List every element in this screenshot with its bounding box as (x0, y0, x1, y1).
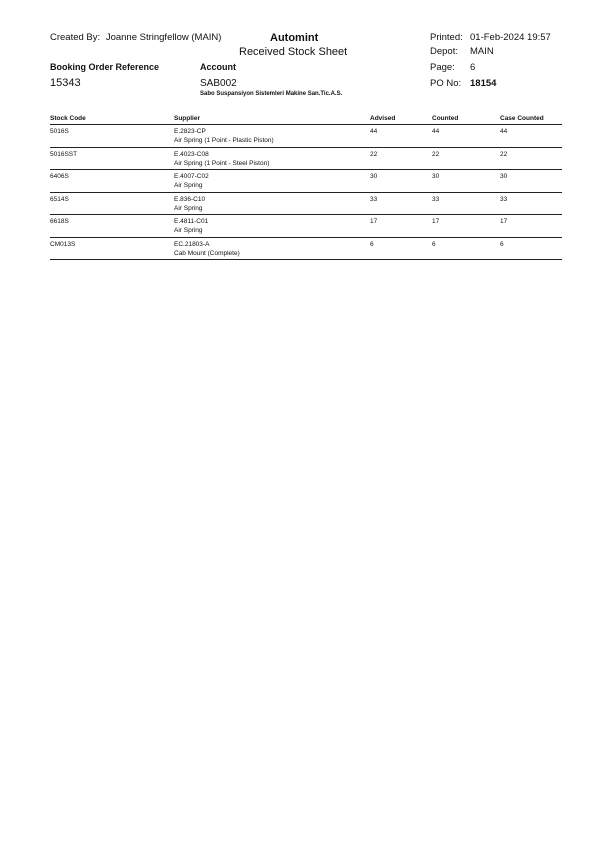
created-by-label: Created By: (50, 32, 101, 43)
stock-table (50, 113, 562, 260)
counted-qty: 44 (432, 128, 440, 135)
case-counted-qty: 17 (500, 218, 508, 225)
page-label: Page: (430, 62, 455, 73)
item-description: Cab Mount (Complete) (174, 249, 240, 257)
advised-qty: 22 (370, 150, 378, 158)
table-header (50, 113, 562, 125)
counted-qty: 22 (432, 150, 440, 158)
table-row (50, 238, 562, 261)
stock-code: 5016S (50, 128, 69, 135)
item-description: Air Spring (1 Point - Plastic Piston) (174, 137, 274, 144)
booking-ref-value: 15343 (50, 77, 81, 89)
advised-qty: 30 (370, 173, 378, 180)
table-row (50, 148, 562, 171)
advised-qty: 33 (370, 195, 378, 203)
case-counted-qty: 33 (500, 195, 508, 203)
case-counted-qty: 22 (500, 150, 508, 158)
supplier-code: E.2823-CP (174, 128, 206, 135)
depot-value: MAIN (470, 46, 494, 57)
printed-label: Printed: (430, 32, 463, 43)
col-stock-code: Stock Code (50, 115, 86, 122)
case-counted-qty: 6 (500, 240, 504, 248)
item-description: Air Spring (174, 204, 203, 212)
item-description: Air Spring (1 Point - Steel Piston) (174, 159, 270, 167)
supplier-code: E.4811-C01 (174, 218, 209, 225)
stock-code: CM013S (50, 240, 76, 248)
po-label: PO No: (430, 78, 462, 89)
col-case-counted: Case Counted (500, 115, 544, 122)
stock-code: 6514S (50, 195, 69, 203)
account-label: Account (200, 62, 236, 72)
item-description: Air Spring (174, 182, 203, 189)
page-title: Received Stock Sheet (239, 46, 348, 58)
case-counted-qty: 30 (500, 173, 508, 180)
stock-code: 6618S (50, 218, 69, 225)
item-description: Air Spring (174, 227, 203, 234)
supplier-code: E.836-C10 (174, 195, 206, 203)
printed-value: 01-Feb-2024 19:57 (470, 32, 551, 43)
depot-label: Depot: (430, 46, 458, 57)
counted-qty: 30 (432, 173, 440, 180)
table-row (50, 125, 562, 148)
advised-qty: 17 (370, 218, 378, 225)
col-supplier: Supplier (174, 115, 201, 122)
account-code: SAB002 (200, 78, 237, 89)
col-counted: Counted (432, 115, 459, 122)
case-counted-qty: 44 (500, 128, 508, 135)
table-row (50, 170, 562, 193)
page-number: 6 (470, 62, 476, 73)
company-name: Automint (270, 32, 319, 44)
advised-qty: 44 (370, 128, 378, 135)
created-by (50, 32, 221, 43)
table-row (50, 193, 562, 216)
col-advised: Advised (370, 115, 396, 122)
created-by-value: Joanne Stringfellow (MAIN) (105, 32, 222, 43)
booking-ref-label: Booking Order Reference (50, 62, 160, 72)
supplier-code: E.4007-C02 (174, 173, 209, 180)
counted-qty: 17 (432, 218, 440, 225)
stock-code: 6406S (50, 173, 69, 180)
account-name: Sabo Suspansiyon Sistemleri Makine San.Tic.A.S. (200, 91, 343, 97)
po-number: 18154 (470, 78, 497, 89)
counted-qty: 6 (432, 240, 436, 248)
supplier-code: E.4023-C08 (174, 150, 209, 158)
advised-qty: 6 (370, 240, 374, 248)
counted-qty: 33 (432, 195, 440, 203)
table-row (50, 215, 562, 238)
stock-code: 5016SST (50, 150, 78, 158)
supplier-code: EC.21803-A (174, 240, 210, 248)
